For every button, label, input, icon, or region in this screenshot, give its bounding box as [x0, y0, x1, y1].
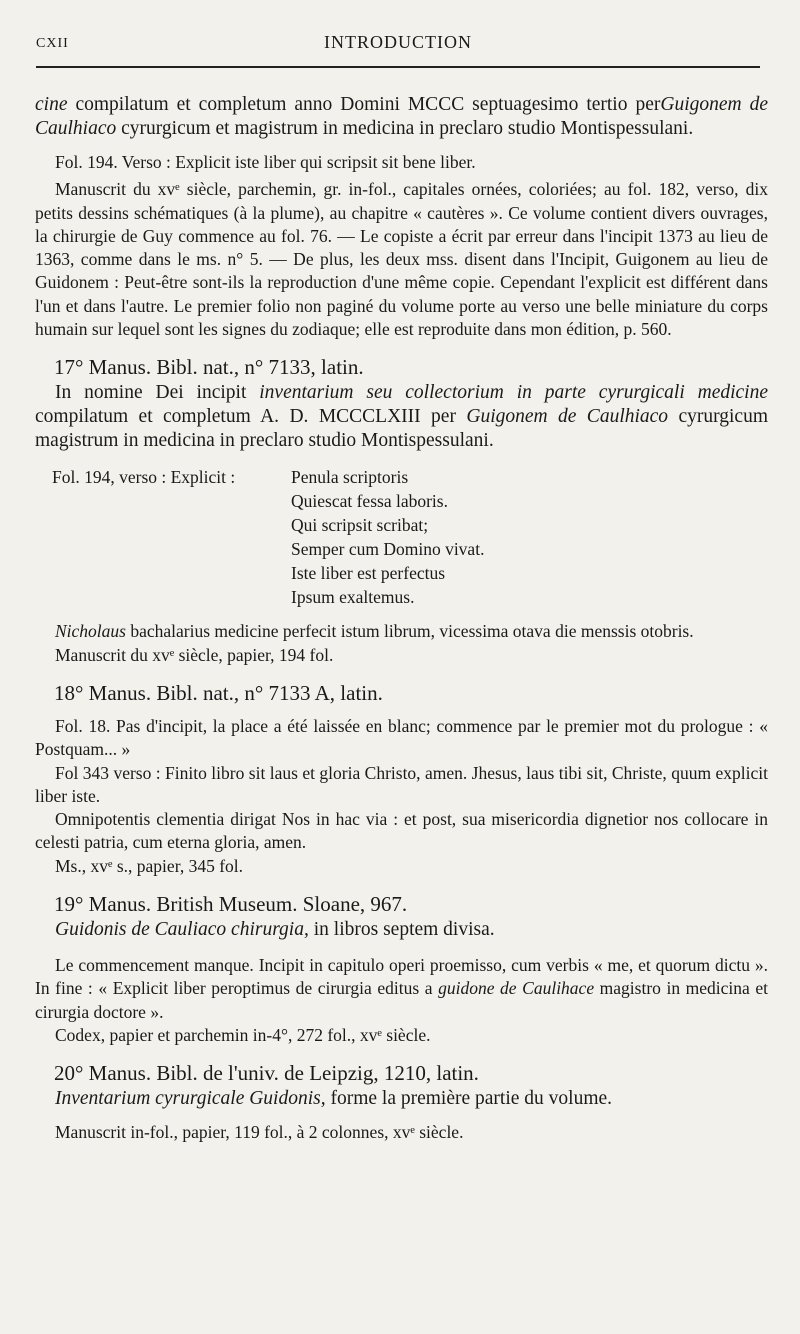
page-header [36, 30, 760, 60]
colophon-text: bachalarius medicine perfecit istum librum, vicessima otava die menssis otobris. [125, 621, 694, 642]
entry18-fol18: Fol. 18. Pas d'incipit, la place a été laissée en blanc; commence par le premier mot du prologue : « Postquam... » [35, 715, 768, 760]
author-name: Guigonem de Caulhiaco [35, 94, 768, 139]
entry19-heading: 19° Manus. British Museum. Sloane, 967. [54, 892, 408, 917]
entry17-colophon [35, 620, 768, 643]
entry17-explicit [35, 465, 768, 610]
entry17-incipit [35, 381, 768, 453]
entry17-description: Manuscrit du xvᵉ siècle, papier, 194 fol. [55, 644, 334, 665]
running-title: INTRODUCTION [324, 32, 472, 52]
entry20-heading: 20° Manus. Bibl. de l'univ. de Leipzig, 1210, latin. [54, 1061, 479, 1086]
entry-text: magistro in medicina et cirurgia doctore ». [35, 978, 769, 1022]
work-title: Guidonis de Cauliaco chirurgia, [55, 919, 309, 941]
entry19-text [35, 954, 768, 1024]
folio-number: CXII [36, 36, 69, 51]
entry18-fol343: Fol 343 verso : Finito libro sit laus et gloria Christo, amen. Jhesus, laus tibi sit, Christe, quum explicit liber iste. [35, 762, 768, 806]
incipit-part: compilatum et completum A. D. MCCCLXIII per [35, 406, 467, 428]
entry20-description: Manuscrit in-fol., papier, 119 fol., à 2 colonnes, xvᵉ siècle. [55, 1122, 464, 1143]
verse-line: Semper cum Domino vivat. [291, 539, 485, 560]
work-title-rest: in libros septem divisa. [308, 919, 495, 941]
author-name: Guigonem de Caulhiaco [466, 406, 669, 428]
entry18-description: Ms., xvᵉ s., papier, 345 fol. [55, 855, 244, 876]
incipit-part: cyrurgicum magistrum in medicina in preclaro studio Montispessulani. [35, 406, 768, 452]
entry18-heading: 18° Manus. Bibl. nat., n° 7133 A, latin. [54, 680, 383, 705]
work-title: Inventarium cyrurgicale Guidonis, [55, 1088, 326, 1110]
verse-line: Penula scriptoris [291, 467, 409, 488]
incipit-italic: inventarium seu collectorium in parte cyrurgicali medicine [259, 382, 768, 404]
entry19-description: Codex, papier et parchemin in-4°, 272 fol., xvᵉ siècle. [55, 1024, 431, 1045]
verse-line: Ipsum exaltemus. [291, 587, 415, 608]
explicit-lead: Fol. 194, verso : Explicit : [52, 467, 236, 488]
header-rule [36, 66, 760, 68]
entry16-fol: Fol. 194. Verso : Explicit iste liber qui scripsit sit bene liber. [55, 152, 476, 172]
incipit-text-end: cyrurgicum et magistrum in medicina in preclaro studio Montispessulani. [116, 118, 694, 139]
incipit-text: compilatum et completum anno Domini MCCC septuagesimo tertio per [67, 94, 661, 115]
entry-text: Le commencement manque. Incipit in capitulo operi proemisso, cum verbis « me, et quorum dictu ». In fine : « Explicit liber peroptimus de cirurgia editus a [35, 955, 768, 999]
author-name: guidone de Caulihace [438, 978, 595, 999]
italic-word: cine [35, 94, 68, 115]
entry20-title [35, 1087, 768, 1111]
work-title-rest: forme la première partie du volume. [325, 1088, 613, 1110]
verse-line: Qui scripsit scribat; [291, 515, 429, 536]
verse-line: Quiescat fessa laboris. [291, 491, 448, 512]
verse-line: Iste liber est perfectus [291, 563, 446, 584]
incipit-part: In nomine Dei incipit [55, 382, 260, 404]
entry17-heading: 17° Manus. Bibl. nat., n° 7133, latin. [54, 355, 364, 380]
entry19-title [35, 918, 768, 942]
entry16-incipit [35, 93, 768, 141]
entry18-omnipotentis: Omnipotentis clementia dirigat Nos in hac via : et post, sua misericordia dignetior nos collocare in celesti patria, cum eterna gloria, amen. [35, 809, 768, 853]
entry16-description: Manuscrit du xvᵉ siècle, parchemin, gr. in-fol., capitales ornées, coloriées; au fol. 182, verso, dix petits dessins schématiques (à la plume), au chapitre « cautères ». Ce volume contient divers ouvrages, la chirurgie de Guy commence au fol. 76. — Le copiste a écrit par erreur dans l'incipit 1373 au lieu de 1363, comme dans le ms. n° 5. — De plus, les deux mss. disent dans l'Incipit, Guigonem au lieu de Guidonem : Peut-être sont-ils la reproduction d'une même copie. Cependant l'explicit est différent dans l'un et dans l'autre. Le premier folio non paginé du volume porte au verso une belle miniature du corps humain sur lequel sont les signes du zodiaque; elle est reproduite dans mon édition, p. 560. [35, 179, 768, 340]
explicit-verses [291, 465, 484, 609]
page-body [35, 93, 768, 1145]
scribe-name: Nicholaus [55, 621, 126, 642]
